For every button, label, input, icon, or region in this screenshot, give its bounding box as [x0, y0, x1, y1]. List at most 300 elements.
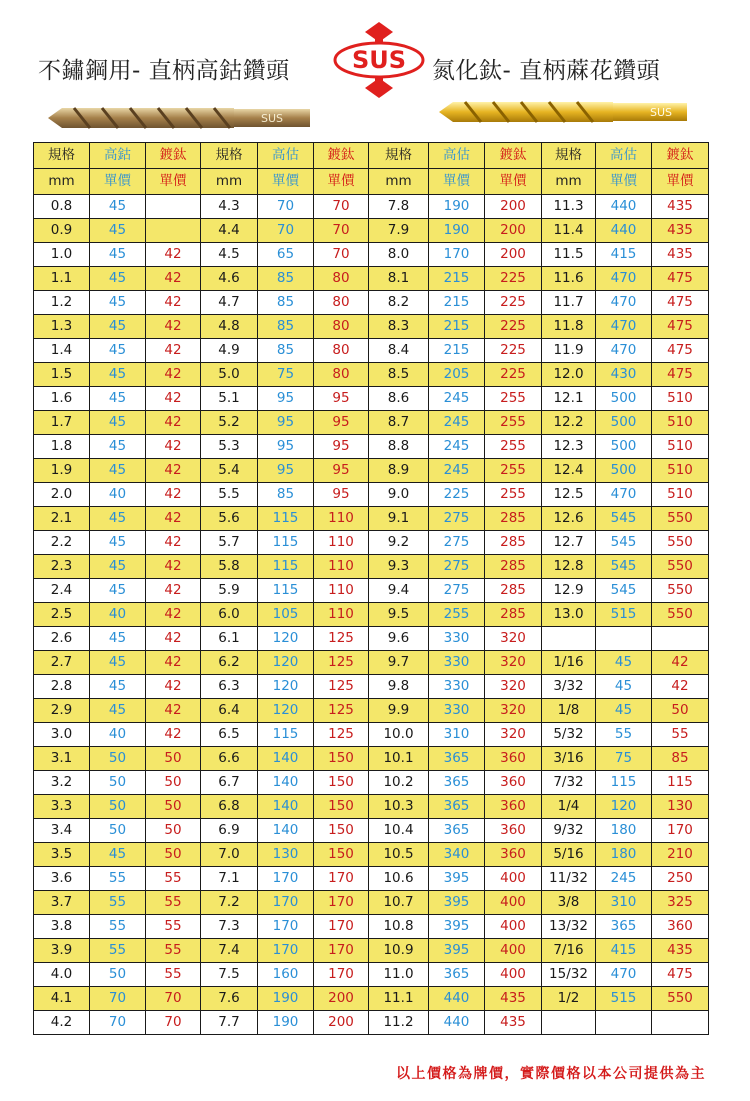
table-cell [652, 627, 709, 651]
table-cell: 9/32 [542, 819, 596, 843]
table-cell: 4.2 [34, 1011, 90, 1035]
table-cell: 4.4 [201, 219, 258, 243]
table-cell: 120 [258, 627, 314, 651]
column-header: 規格 [201, 143, 258, 169]
table-cell: 2.7 [34, 651, 90, 675]
table-cell: 95 [258, 435, 314, 459]
table-cell: 3.7 [34, 891, 90, 915]
column-header: 鍍鈦 [485, 143, 542, 169]
table-cell: 80 [314, 267, 369, 291]
table-cell: 42 [146, 435, 201, 459]
table-cell: 45 [90, 507, 146, 531]
table-cell: 42 [146, 483, 201, 507]
table-row [34, 267, 709, 291]
table-row [34, 243, 709, 267]
column-header: 單價 [146, 169, 201, 195]
table-row [34, 555, 709, 579]
table-cell: 285 [485, 531, 542, 555]
table-cell: 11.5 [542, 243, 596, 267]
table-cell: 475 [652, 291, 709, 315]
table-cell: 55 [146, 915, 201, 939]
column-header: 單價 [258, 169, 314, 195]
table-row [34, 651, 709, 675]
table-cell: 215 [429, 339, 485, 363]
table-row [34, 315, 709, 339]
table-cell: 225 [485, 363, 542, 387]
table-cell: 95 [314, 387, 369, 411]
table-cell: 9.9 [369, 699, 429, 723]
table-cell: 515 [596, 987, 652, 1011]
table-cell: 475 [652, 363, 709, 387]
table-cell: 45 [90, 627, 146, 651]
table-cell: 10.5 [369, 843, 429, 867]
table-cell: 320 [485, 699, 542, 723]
table-cell: 200 [485, 195, 542, 219]
table-cell: 42 [146, 699, 201, 723]
table-cell: 10.1 [369, 747, 429, 771]
table-cell: 40 [90, 723, 146, 747]
table-cell: 3.1 [34, 747, 90, 771]
table-cell: 80 [314, 363, 369, 387]
table-row [34, 771, 709, 795]
table-cell: 330 [429, 699, 485, 723]
table-row [34, 459, 709, 483]
table-cell: 200 [485, 219, 542, 243]
table-cell: 5.8 [201, 555, 258, 579]
table-cell: 8.7 [369, 411, 429, 435]
table-cell: 215 [429, 315, 485, 339]
table-cell: 310 [429, 723, 485, 747]
table-cell: 8.9 [369, 459, 429, 483]
table-cell: 3.2 [34, 771, 90, 795]
table-cell: 170 [314, 891, 369, 915]
table-cell: 190 [429, 219, 485, 243]
table-cell: 500 [596, 411, 652, 435]
table-cell: 190 [258, 987, 314, 1011]
table-cell: 170 [258, 867, 314, 891]
table-cell: 255 [485, 387, 542, 411]
table-cell: 45 [90, 243, 146, 267]
table-cell: 70 [314, 219, 369, 243]
table-cell: 80 [314, 315, 369, 339]
table-cell: 6.3 [201, 675, 258, 699]
table-cell: 170 [314, 963, 369, 987]
column-header: mm [201, 169, 258, 195]
table-cell: 5/32 [542, 723, 596, 747]
table-cell: 3.4 [34, 819, 90, 843]
table-cell: 140 [258, 819, 314, 843]
table-cell: 245 [429, 459, 485, 483]
table-cell: 275 [429, 507, 485, 531]
table-cell: 225 [485, 291, 542, 315]
table-cell: 255 [485, 411, 542, 435]
table-cell: 275 [429, 579, 485, 603]
table-cell: 365 [429, 747, 485, 771]
table-cell: 1/16 [542, 651, 596, 675]
table-cell: 45 [90, 387, 146, 411]
table-cell: 12.1 [542, 387, 596, 411]
column-header: 鍍鈦 [314, 143, 369, 169]
table-cell [652, 1011, 709, 1035]
table-cell: 1.7 [34, 411, 90, 435]
table-cell: 125 [314, 699, 369, 723]
table-row [34, 795, 709, 819]
column-header: mm [542, 169, 596, 195]
table-cell: 55 [146, 939, 201, 963]
table-cell: 50 [90, 747, 146, 771]
table-cell: 3.3 [34, 795, 90, 819]
column-header: 單價 [314, 169, 369, 195]
table-cell: 11.8 [542, 315, 596, 339]
table-cell: 8.3 [369, 315, 429, 339]
table-cell: 125 [314, 627, 369, 651]
table-cell: 55 [596, 723, 652, 747]
table-cell: 5.6 [201, 507, 258, 531]
table-cell: 250 [652, 867, 709, 891]
table-cell: 415 [596, 243, 652, 267]
table-cell: 3.6 [34, 867, 90, 891]
table-cell: 120 [258, 651, 314, 675]
table-cell: 50 [90, 963, 146, 987]
page-header [0, 0, 750, 145]
table-cell: 2.1 [34, 507, 90, 531]
table-cell: 75 [596, 747, 652, 771]
table-cell: 275 [429, 555, 485, 579]
table-cell: 190 [258, 1011, 314, 1035]
table-row [34, 483, 709, 507]
table-cell: 6.9 [201, 819, 258, 843]
table-cell: 180 [596, 843, 652, 867]
table-cell: 42 [652, 675, 709, 699]
table-cell: 4.5 [201, 243, 258, 267]
table-cell: 11.9 [542, 339, 596, 363]
footer-note: 以上價格為牌價，實際價格以本公司提供為主 [396, 1066, 706, 1082]
table-row [34, 291, 709, 315]
table-cell: 50 [146, 747, 201, 771]
table-cell: 115 [258, 579, 314, 603]
table-cell: 5.1 [201, 387, 258, 411]
table-cell: 245 [429, 387, 485, 411]
table-cell: 510 [652, 483, 709, 507]
table-cell: 395 [429, 915, 485, 939]
table-cell: 545 [596, 579, 652, 603]
table-cell: 1.0 [34, 243, 90, 267]
table-cell: 50 [146, 843, 201, 867]
table-cell: 5.4 [201, 459, 258, 483]
table-cell: 115 [258, 723, 314, 747]
table-cell: 435 [652, 219, 709, 243]
table-cell: 395 [429, 939, 485, 963]
table-cell: 55 [146, 963, 201, 987]
table-cell: 550 [652, 987, 709, 1011]
table-cell: 80 [314, 291, 369, 315]
table-cell: 85 [258, 483, 314, 507]
table-cell: 115 [652, 771, 709, 795]
table-row [34, 195, 709, 219]
table-cell: 4.1 [34, 987, 90, 1011]
table-cell: 115 [258, 555, 314, 579]
table-cell: 120 [258, 675, 314, 699]
table-cell: 85 [258, 339, 314, 363]
table-cell: 1.8 [34, 435, 90, 459]
table-cell: 200 [314, 987, 369, 1011]
table-cell: 8.6 [369, 387, 429, 411]
table-cell: 3.8 [34, 915, 90, 939]
table-cell: 170 [429, 243, 485, 267]
table-cell: 320 [485, 651, 542, 675]
table-cell: 95 [258, 387, 314, 411]
table-cell: 160 [258, 963, 314, 987]
column-header: 鍍鈦 [146, 143, 201, 169]
table-cell: 545 [596, 555, 652, 579]
table-cell: 1.6 [34, 387, 90, 411]
table-cell: 7.8 [369, 195, 429, 219]
table-cell: 330 [429, 627, 485, 651]
table-cell: 415 [596, 939, 652, 963]
table-cell: 200 [485, 243, 542, 267]
table-cell: 2.8 [34, 675, 90, 699]
table-cell: 440 [429, 1011, 485, 1035]
drill-bit-right-image [437, 98, 689, 126]
table-cell: 105 [258, 603, 314, 627]
table-cell: 255 [485, 483, 542, 507]
table-cell: 5.3 [201, 435, 258, 459]
table-row [34, 963, 709, 987]
table-cell: 470 [596, 339, 652, 363]
table-cell: 140 [258, 771, 314, 795]
table-cell: 435 [485, 1011, 542, 1035]
table-cell: 4.0 [34, 963, 90, 987]
table-cell: 6.1 [201, 627, 258, 651]
table-cell: 8.0 [369, 243, 429, 267]
table-cell: 85 [652, 747, 709, 771]
column-header: 鍍鈦 [652, 143, 709, 169]
title-right: 氮化鈦- 直柄蔴花鑽頭 [432, 58, 661, 84]
table-cell: 150 [314, 843, 369, 867]
table-cell: 12.6 [542, 507, 596, 531]
table-cell: 110 [314, 603, 369, 627]
table-cell: 45 [90, 315, 146, 339]
table-cell: 80 [314, 339, 369, 363]
table-cell: 10.6 [369, 867, 429, 891]
table-cell: 50 [146, 819, 201, 843]
table-cell: 435 [652, 195, 709, 219]
table-cell: 42 [146, 243, 201, 267]
table-cell: 6.0 [201, 603, 258, 627]
table-row [34, 531, 709, 555]
table-cell: 45 [90, 651, 146, 675]
table-cell: 8.2 [369, 291, 429, 315]
table-cell: 8.5 [369, 363, 429, 387]
table-cell: 215 [429, 267, 485, 291]
table-cell: 150 [314, 819, 369, 843]
table-cell: 11.4 [542, 219, 596, 243]
table-cell: 360 [485, 747, 542, 771]
table-cell: 470 [596, 483, 652, 507]
table-row [34, 915, 709, 939]
table-cell: 470 [596, 267, 652, 291]
table-cell: 95 [258, 411, 314, 435]
table-cell: 42 [146, 723, 201, 747]
table-cell: 10.4 [369, 819, 429, 843]
title-left: 不鏽鋼用- 直柄高鈷鑽頭 [38, 58, 290, 84]
table-cell: 110 [314, 579, 369, 603]
table-cell: 400 [485, 939, 542, 963]
table-cell: 3/32 [542, 675, 596, 699]
table-cell: 4.7 [201, 291, 258, 315]
header-row [34, 169, 709, 195]
table-cell: 95 [314, 459, 369, 483]
table-cell: 42 [146, 315, 201, 339]
table-cell [596, 627, 652, 651]
table-cell: 2.9 [34, 699, 90, 723]
table-cell: 10.3 [369, 795, 429, 819]
table-cell: 285 [485, 603, 542, 627]
table-cell: 225 [485, 315, 542, 339]
table-cell: 70 [258, 219, 314, 243]
table-cell: 475 [652, 267, 709, 291]
table-cell [596, 1011, 652, 1035]
table-cell: 42 [146, 291, 201, 315]
table-cell: 42 [146, 579, 201, 603]
price-table [33, 142, 709, 1035]
table-cell: 360 [485, 819, 542, 843]
table-cell: 170 [258, 891, 314, 915]
table-cell: 510 [652, 387, 709, 411]
table-cell: 140 [258, 795, 314, 819]
table-cell: 550 [652, 603, 709, 627]
table-cell: 45 [90, 459, 146, 483]
table-cell: 245 [429, 435, 485, 459]
table-cell: 55 [90, 915, 146, 939]
table-cell: 435 [652, 939, 709, 963]
table-cell: 120 [596, 795, 652, 819]
table-cell: 110 [314, 531, 369, 555]
table-cell: 42 [146, 459, 201, 483]
table-cell: 200 [314, 1011, 369, 1035]
table-cell: 1.1 [34, 267, 90, 291]
table-cell: 42 [146, 363, 201, 387]
drill-right-mark: SUS [649, 106, 673, 119]
table-cell: 13/32 [542, 915, 596, 939]
table-cell: 140 [258, 747, 314, 771]
table-cell: 0.8 [34, 195, 90, 219]
table-cell: 340 [429, 843, 485, 867]
table-cell: 150 [314, 747, 369, 771]
table-cell: 11.7 [542, 291, 596, 315]
table-cell: 70 [314, 195, 369, 219]
table-cell: 9.5 [369, 603, 429, 627]
table-cell: 4.9 [201, 339, 258, 363]
column-header: 高估 [429, 143, 485, 169]
table-cell: 400 [485, 915, 542, 939]
table-cell: 545 [596, 507, 652, 531]
table-cell: 550 [652, 531, 709, 555]
table-cell: 12.3 [542, 435, 596, 459]
table-cell: 475 [652, 963, 709, 987]
table-cell: 50 [146, 771, 201, 795]
table-cell: 9.1 [369, 507, 429, 531]
table-cell: 210 [652, 843, 709, 867]
table-cell: 5.7 [201, 531, 258, 555]
table-cell: 545 [596, 531, 652, 555]
table-cell: 2.4 [34, 579, 90, 603]
table-cell: 1.3 [34, 315, 90, 339]
table-cell: 440 [429, 987, 485, 1011]
table-row [34, 987, 709, 1011]
table-cell: 7.0 [201, 843, 258, 867]
table-row [34, 819, 709, 843]
table-cell: 7.7 [201, 1011, 258, 1035]
header-row [34, 143, 709, 169]
table-row [34, 939, 709, 963]
table-cell: 360 [485, 843, 542, 867]
table-cell: 255 [429, 603, 485, 627]
table-cell: 5/16 [542, 843, 596, 867]
table-cell: 310 [596, 891, 652, 915]
table-row [34, 411, 709, 435]
column-header: mm [34, 169, 90, 195]
table-cell: 275 [429, 531, 485, 555]
table-cell: 55 [652, 723, 709, 747]
table-cell: 365 [429, 771, 485, 795]
table-cell: 5.9 [201, 579, 258, 603]
table-row [34, 219, 709, 243]
table-cell: 180 [596, 819, 652, 843]
table-cell: 50 [90, 795, 146, 819]
column-header: 單價 [652, 169, 709, 195]
table-cell: 12.2 [542, 411, 596, 435]
table-cell: 430 [596, 363, 652, 387]
table-cell: 360 [652, 915, 709, 939]
table-cell: 150 [314, 795, 369, 819]
sus-logo [333, 20, 425, 100]
table-cell: 500 [596, 459, 652, 483]
table-cell: 45 [90, 411, 146, 435]
drill-bit-left-image [44, 104, 312, 132]
table-cell: 2.5 [34, 603, 90, 627]
table-cell: 7.4 [201, 939, 258, 963]
table-cell: 3.0 [34, 723, 90, 747]
table-cell: 170 [258, 915, 314, 939]
table-cell: 115 [596, 771, 652, 795]
table-cell: 130 [652, 795, 709, 819]
table-cell: 70 [90, 1011, 146, 1035]
table-cell: 11.1 [369, 987, 429, 1011]
table-cell: 42 [146, 507, 201, 531]
table-row [34, 843, 709, 867]
table-cell: 400 [485, 891, 542, 915]
table-cell: 3.9 [34, 939, 90, 963]
table-cell: 360 [485, 771, 542, 795]
table-cell: 5.0 [201, 363, 258, 387]
table-cell: 440 [596, 219, 652, 243]
table-cell: 255 [485, 435, 542, 459]
table-cell: 285 [485, 507, 542, 531]
table-cell: 470 [596, 963, 652, 987]
table-cell: 4.8 [201, 315, 258, 339]
column-header: 規格 [369, 143, 429, 169]
table-row [34, 339, 709, 363]
table-cell: 45 [90, 435, 146, 459]
table-cell: 1/8 [542, 699, 596, 723]
table-cell: 42 [652, 651, 709, 675]
table-cell: 45 [90, 291, 146, 315]
column-header: 高估 [258, 143, 314, 169]
column-header: mm [369, 169, 429, 195]
table-cell: 365 [429, 795, 485, 819]
column-header: 高鈷 [90, 143, 146, 169]
